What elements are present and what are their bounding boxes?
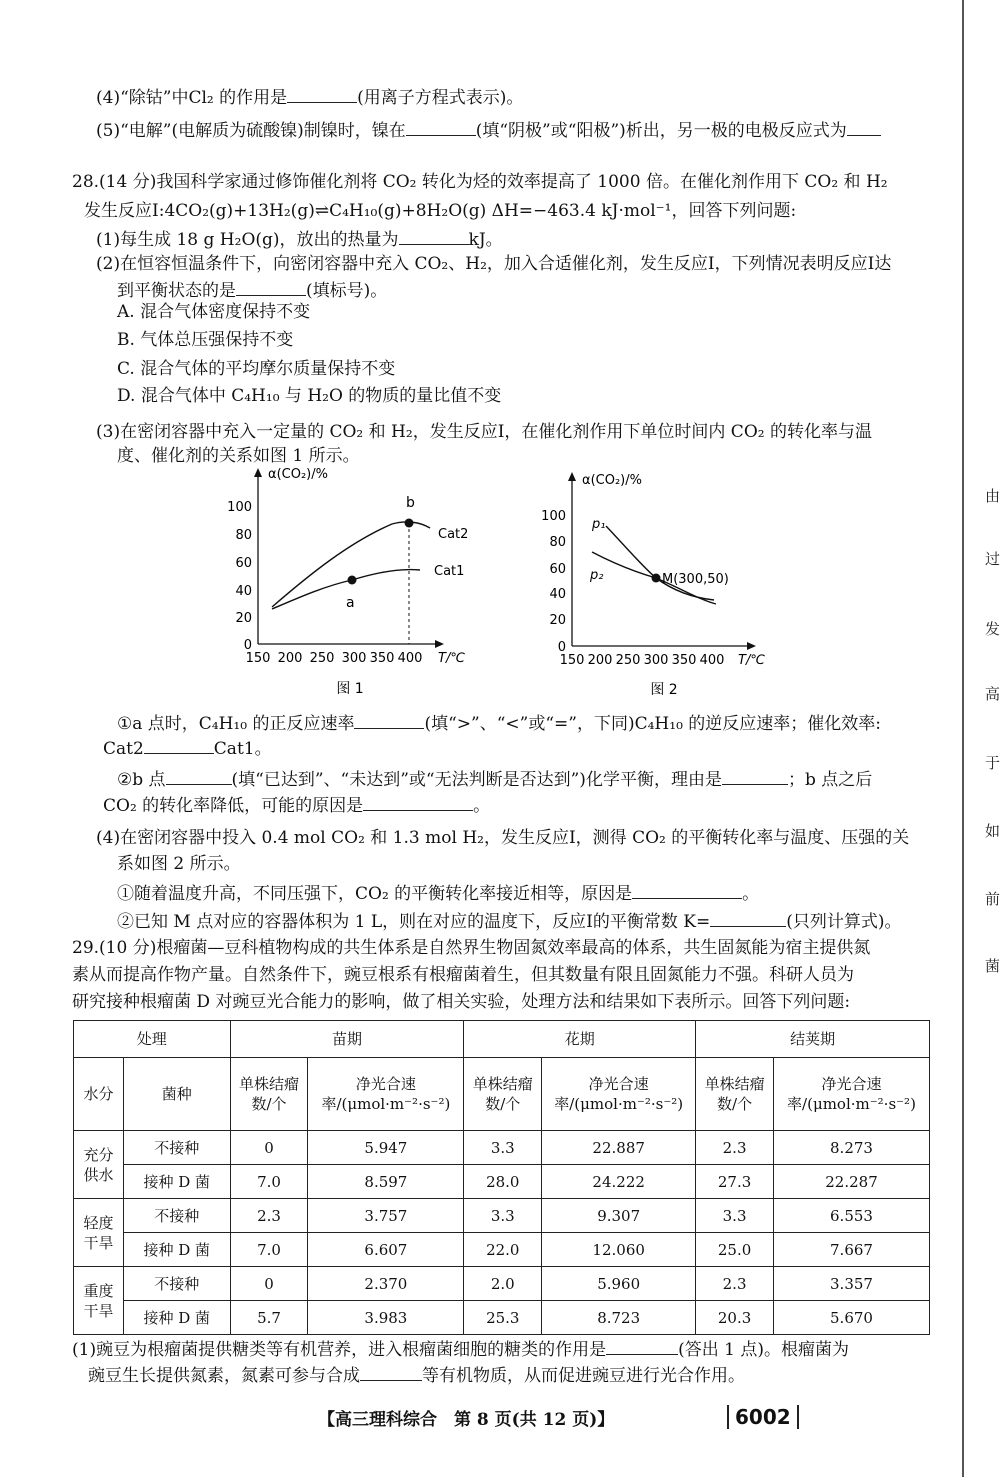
q29-head-2: 素从而提高作物产量。自然条件下，豌豆根系有根瘤菌着生，但其数量有限且固氮能力不强。科研人员为 [72,965,854,985]
margin-char: 如 [985,822,1000,840]
water-condition: 轻度干旱 [74,1199,124,1267]
value-cell: 22.887 [542,1131,696,1165]
q28-head-2: 发生反应Ⅰ:4CO₂(g)+13H₂(g)⇌C₄H₁₀(g)+8H₂O(g) ΔH=−463.4 kJ·mol⁻¹，回答下列问题: [84,201,797,221]
margin-char: 菌 [985,957,1000,975]
q28-part3-b: 度、催化剂的关系如图 1 所示。 [117,446,360,466]
value-cell: 9.307 [542,1199,696,1233]
fig1-ytick: 40 [235,584,252,599]
header-flowering: 花期 [464,1021,696,1058]
fig1-ytick: 60 [235,556,252,571]
fig1-xtick: 150 [245,651,271,666]
fig1-xtick: 400 [397,651,423,666]
strain-cell: 不接种 [123,1267,230,1301]
fig2-x-ticks [560,653,725,668]
value-cell: 3.983 [308,1301,464,1335]
value-cell: 3.757 [308,1199,464,1233]
strain-cell: 接种 D 菌 [123,1165,230,1199]
table-row [74,1165,930,1199]
value-cell: 3.3 [696,1199,774,1233]
answer-blank[interactable] [399,226,469,245]
fig2-xtick: 400 [699,653,725,668]
value-cell: 28.0 [464,1165,542,1199]
answer-blank[interactable] [606,1336,678,1355]
fig2-ylabel: α(CO₂)/% [582,473,642,488]
margin-char: 高 [985,685,1000,703]
value-cell: 2.3 [696,1131,774,1165]
fig1-ytick: 20 [235,611,252,626]
fig1-xtick: 200 [277,651,303,666]
fig2-xtick: 300 [643,653,669,668]
q27-line4: (4)“除钴”中Cl₂ 的作用是 (用离子方程式表示)。 [96,84,523,110]
q29-part1-a: (1)豌豆为根瘤菌提供糖类等有机营养，进入根瘤菌细胞的糖类的作用是 (答出 1 点)。根瘤菌为 [72,1336,849,1362]
header-seedling: 苗期 [230,1021,464,1058]
answer-blank[interactable] [144,735,214,754]
fig1-xtick: 350 [369,651,395,666]
answer-blank[interactable] [236,277,306,296]
q28-3-1-cont: Cat2 Cat1。 [103,735,272,761]
fig2-ytick: 40 [549,587,566,602]
margin-char: 发 [985,620,1000,638]
fig1-x-arrow [435,640,444,648]
header-water: 水分 [74,1058,124,1131]
fig1-xtick: 300 [341,651,367,666]
answer-blank[interactable] [710,908,786,927]
q28-part3-a: (3)在密闭容器中充入一定量的 CO₂ 和 H₂，发生反应Ⅰ，在催化剂作用下单位时间内 CO₂ 的转化率与温 [96,422,872,442]
fig1-xtick: 250 [309,651,335,666]
q28-option-a: A. 混合气体密度保持不变 [117,302,311,322]
value-cell: 2.3 [696,1267,774,1301]
table-row [74,1233,930,1267]
fig1-y-ticks [227,500,252,653]
fig1-label-a: a [346,595,355,611]
water-condition: 重度干旱 [74,1267,124,1335]
fig2-curve-p1 [606,526,714,600]
value-cell: 6.553 [774,1199,930,1233]
value-cell: 8.723 [542,1301,696,1335]
value-cell: 8.273 [774,1131,930,1165]
table-row [74,1267,930,1301]
value-cell: 12.060 [542,1233,696,1267]
header-treatment: 处理 [74,1021,231,1058]
value-cell: 5.670 [774,1301,930,1335]
value-cell: 2.3 [230,1199,308,1233]
answer-blank[interactable] [406,117,476,136]
header-podding: 结荚期 [696,1021,930,1058]
results-table [73,1020,930,1335]
fig2-caption: 图 2 [650,682,678,698]
fig2-y-arrow [568,472,576,481]
strain-cell: 接种 D 菌 [123,1301,230,1335]
answer-blank[interactable] [632,880,742,899]
fig2-y-ticks [541,509,566,655]
q28-option-b: B. 气体总压强保持不变 [117,330,294,350]
strain-cell: 不接种 [123,1199,230,1233]
answer-blank[interactable] [722,766,788,785]
fig1-ytick: 100 [227,500,252,515]
value-cell: 7.667 [774,1233,930,1267]
margin-char: 过 [985,550,1000,568]
q28-part2-b: 到平衡状态的是 (填标号)。 [117,277,387,303]
margin-char: 由 [985,487,1000,505]
fig1-ylabel: α(CO₂)/% [268,467,328,482]
value-cell: 25.3 [464,1301,542,1335]
q28-4-1: ①随着温度升高，不同压强下，CO₂ 的平衡转化率接近相等，原因是 。 [117,880,759,906]
strain-cell: 接种 D 菌 [123,1233,230,1267]
fig1-caption: 图 1 [336,681,364,697]
fig2-x-arrow [747,642,756,650]
value-cell: 22.287 [774,1165,930,1199]
value-cell: 8.597 [308,1165,464,1199]
table-row [74,1131,930,1165]
q27-line5: (5)“电解”(电解质为硫酸镍)制镍时，镍在 (填“阴极”或“阳极”)析出，另一极的电极反应式为 [96,117,881,143]
header-nodule-count: 单株结瘤数/个 [696,1058,774,1131]
value-cell: 0 [230,1267,308,1301]
margin-char: 前 [985,890,1000,908]
fig1-xlabel: T/℃ [438,651,465,666]
answer-blank[interactable] [354,710,424,729]
value-cell: 0 [230,1131,308,1165]
q28-4-2: ②已知 M 点对应的容器体积为 1 L，则在对应的温度下，反应Ⅰ的平衡常数 K= (只列计算式)。 [117,908,901,934]
answer-blank[interactable] [287,84,357,103]
table-row [74,1199,930,1233]
header-nodule-count: 单株结瘤数/个 [230,1058,308,1131]
q28-option-d: D. 混合气体中 C₄H₁₀ 与 H₂O 的物质的量比值不变 [117,386,502,406]
fig2-xtick: 150 [559,653,585,668]
q29-head-3: 研究接种根瘤菌 D 对豌豆光合能力的影响，做了相关实验，处理方法和结果如下表所示。回答下列问题: [72,992,851,1012]
fig2-ytick: 0 [557,640,566,655]
q29-head-1: 29.(10 分)根瘤菌—豆科植物构成的共生体系是自然界生物固氮效率最高的体系，共生固氮能为宿主提供氮 [72,938,871,958]
q28-3-2-cont: CO₂ 的转化率降低，可能的原因是 。 [103,792,490,818]
fig1-label-b: b [406,495,415,511]
header-strain: 菌种 [123,1058,230,1131]
header-photosynthesis-rate: 净光合速率/(μmol·m⁻²·s⁻²) [542,1058,696,1131]
answer-blank[interactable] [363,792,473,811]
value-cell: 5.947 [308,1131,464,1165]
water-condition: 充分供水 [74,1131,124,1199]
fig2-xtick: 200 [587,653,613,668]
answer-blank[interactable] [360,1362,422,1381]
value-cell: 2.0 [464,1267,542,1301]
fig1-y-arrow [254,468,262,477]
fig2-ytick: 80 [549,535,566,550]
value-cell: 22.0 [464,1233,542,1267]
footer-page-info: 【高三理科综合 第 8 页(共 12 页)】 [318,1410,615,1430]
fig2-ytick: 100 [541,509,566,524]
q29-part1-b: 豌豆生长提供氮素，氮素可参与合成 等有机物质，从而促进豌豆进行光合作用。 [88,1362,745,1388]
q28-part4-b: 系如图 2 所示。 [117,854,241,874]
value-cell: 25.0 [696,1233,774,1267]
answer-blank[interactable] [847,117,881,136]
footer-paper-code: 6002 [727,1405,799,1429]
q28-3-1: ①a 点时，C₄H₁₀ 的正反应速率 (填“>”、“<”或“=”，下同)C₄H₁₀ 的逆反应速率；催化效率: [117,710,881,736]
figure-2-chart [530,466,790,702]
fig1-x-ticks [246,651,423,666]
value-cell: 2.370 [308,1267,464,1301]
fig2-ytick: 60 [549,562,566,577]
value-cell: 3.3 [464,1199,542,1233]
fig1-ytick: 80 [235,528,252,543]
strain-cell: 不接种 [123,1131,230,1165]
fig2-label-p1: p₁ [592,517,606,532]
fig2-xtick: 350 [671,653,697,668]
value-cell: 5.7 [230,1301,308,1335]
value-cell: 7.0 [230,1165,308,1199]
margin-char: 于 [985,754,1000,772]
fig1-legend-cat2: Cat2 [438,527,469,542]
fig1-point-a [348,576,357,585]
figure-1-chart [210,462,470,702]
q28-part4-a: (4)在密闭容器中投入 0.4 mol CO₂ 和 1.3 mol H₂，发生反应Ⅰ，测得 CO₂ 的平衡转化率与温度、压强的关 [96,828,910,848]
value-cell: 5.960 [542,1267,696,1301]
fig2-xlabel: T/℃ [738,653,765,668]
header-photosynthesis-rate: 净光合速率/(μmol·m⁻²·s⁻²) [308,1058,464,1131]
value-cell: 7.0 [230,1233,308,1267]
fig2-ytick: 20 [549,613,566,628]
value-cell: 20.3 [696,1301,774,1335]
fig1-point-b [405,519,414,528]
value-cell: 27.3 [696,1165,774,1199]
value-cell: 3.3 [464,1131,542,1165]
fig1-legend-cat1: Cat1 [434,564,465,579]
fig2-point-m [652,574,661,583]
value-cell: 3.357 [774,1267,930,1301]
fig1-ytick: 0 [243,638,252,653]
answer-blank[interactable] [166,766,232,785]
table-row [74,1301,930,1335]
q28-option-c: C. 混合气体的平均摩尔质量保持不变 [117,359,396,379]
header-photosynthesis-rate: 净光合速率/(μmol·m⁻²·s⁻²) [774,1058,930,1131]
q28-part2-a: (2)在恒容恒温条件下，向密闭容器中充入 CO₂、H₂，加入合适催化剂，发生反应Ⅰ，下列情况表明反应Ⅰ达 [96,254,892,274]
fig2-point-m-label: M(300,50) [662,572,729,587]
value-cell: 6.607 [308,1233,464,1267]
q28-head-1: 28.(14 分)我国科学家通过修饰催化剂将 CO₂ 转化为烃的效率提高了 1000 倍。在催化剂作用下 CO₂ 和 H₂ [72,172,888,192]
page-edge-line [962,0,964,1477]
q28-part1: (1)每生成 18 g H₂O(g)，放出的热量为 kJ。 [96,226,503,252]
fig2-label-p2: p₂ [590,568,604,583]
header-nodule-count: 单株结瘤数/个 [464,1058,542,1131]
q28-3-2: ②b 点 (填“已达到”、“未达到”或“无法判断是否达到”)化学平衡，理由是 ；b 点之后 [117,766,872,792]
value-cell: 24.222 [542,1165,696,1199]
fig2-xtick: 250 [615,653,641,668]
